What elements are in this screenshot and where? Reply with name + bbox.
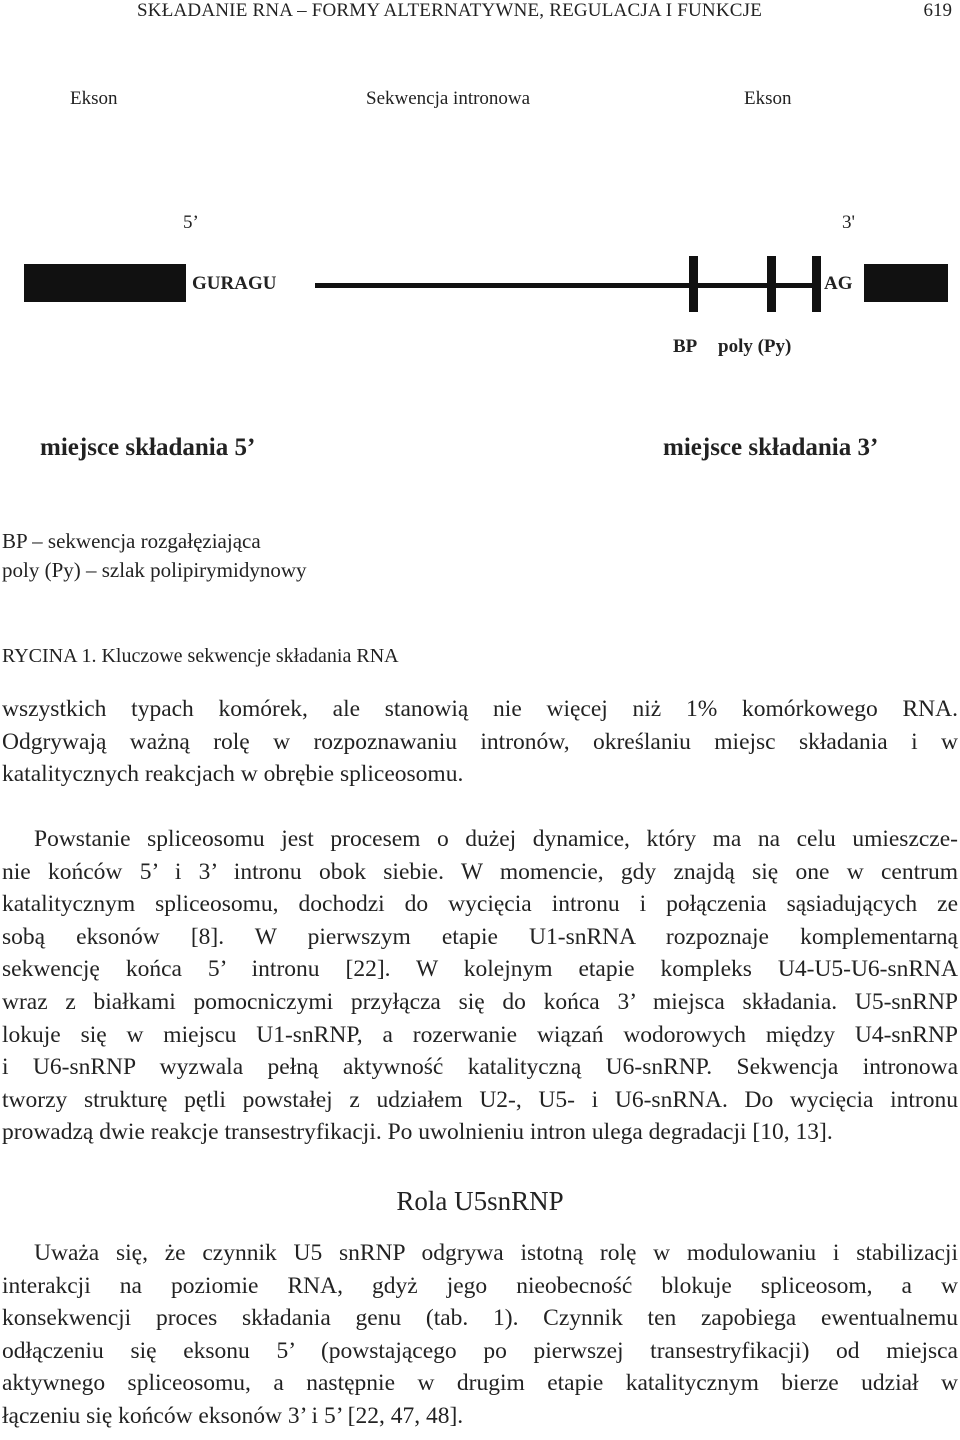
text-line: konsekwencji proces składania genu (tab. 1). Czynnik ten zapobiega ewentualnemu	[2, 1305, 958, 1332]
text-line: katalitycznym spliceosomu, dochodzi do wycięcia intronu i połączenia sąsiadujących ze	[2, 891, 958, 918]
label-bp: BP	[673, 336, 698, 357]
label-intron: Sekwencja intronowa	[366, 88, 531, 109]
figure-caption: RYCINA 1. Kluczowe sekwencje składania RNA	[2, 645, 399, 667]
text-line: Powstanie spliceosomu jest procesem o dużej dynamice, który ma na celu umieszcze-	[34, 826, 958, 852]
legend-item-poly-py: poly (Py) – szlak polipirymidynowy	[2, 558, 307, 582]
text-line: i U6-snRNP wyzwala pełną aktywność katalityczną U6-snRNP. Sekwencja intronowa	[2, 1054, 958, 1081]
label-poly-py: poly (Py)	[718, 336, 792, 357]
paragraph-u5snrnp	[2, 1237, 958, 1433]
label-site-3: miejsce składania 3’	[663, 434, 879, 461]
paragraph-snrna-role	[2, 693, 958, 791]
text-line: Odgrywają ważną rolę w rozpoznawaniu intronów, określaniu miejsc składania i w	[2, 728, 958, 755]
intron-line	[315, 283, 821, 288]
text-line: łączeniu się końców eksonów 3’ i 5’ [22, 47, 48].	[2, 1402, 464, 1429]
text-line: lokuje się w miejscu U1-snRNP, a rozerwanie wiązań wodorowych między U4-snRNP	[2, 1021, 958, 1048]
exon-left-block	[24, 264, 186, 302]
poly-py-tick-start	[767, 256, 776, 312]
branch-point-tick	[689, 256, 698, 312]
text-line: Uważa się, że czynnik U5 snRNP odgrywa istotną rolę w modulowaniu i stabilizacji	[34, 1240, 958, 1266]
legend-item-bp: BP – sekwencja rozgałęziająca	[2, 529, 261, 553]
running-header: SKŁADANIE RNA – FORMY ALTERNATYWNE, REGULACJA I FUNKCJE	[137, 0, 763, 21]
paragraph-spliceosome-formation	[2, 823, 958, 1149]
figure-legend	[2, 527, 306, 585]
text-line: tworzy strukturę pętli powstałej z udziałem U2-, U5- i U6-snRNA. Do wycięcia intronu	[2, 1086, 958, 1113]
text-line: nie końców 5’ i 3’ intronu obok siebie. W momencie, gdy znajdą się one w centrum	[2, 858, 958, 885]
label-exon-left: Ekson	[70, 88, 118, 109]
seq-5-splice-site: GURAGU	[192, 273, 277, 294]
label-3prime: 3'	[842, 212, 855, 233]
poly-py-tick-end	[812, 256, 821, 312]
label-exon-right: Ekson	[744, 88, 792, 109]
label-5prime: 5’	[183, 212, 199, 233]
text-line: sekwencję końca 5’ intronu [22]. W kolejnym etapie kompleks U4-U5-U6-snRNA	[2, 956, 958, 983]
page-number: 619	[923, 0, 952, 21]
text-line: wraz z białkami pomocniczymi przyłącza się do końca 3’ miejsca składania. U5-snRNP	[2, 988, 958, 1015]
text-line: katalitycznych reakcjach w obrębie spliceosomu.	[2, 761, 464, 788]
text-line: wszystkich typach komórek, ale stanowią nie więcej niż 1% komórkowego RNA.	[2, 696, 958, 722]
seq-3-splice-site: AG	[824, 273, 853, 294]
section-title: Rola U5snRNP	[396, 1186, 564, 1216]
text-line: sobą eksonów [8]. W pierwszym etapie U1-snRNA rozpoznaje komplementarną	[2, 923, 958, 950]
exon-right-block	[864, 264, 948, 302]
label-site-5: miejsce składania 5’	[40, 434, 256, 461]
text-line: aktywnego spliceosomu, a następnie w drugim etapie katalitycznym bierze udział w	[2, 1370, 958, 1397]
text-line: prowadzą dwie reakcje transestryfikacji. Po uwolnieniu intron ulega degradacji [10, 13].	[2, 1119, 833, 1146]
text-line: interakcji na poziomie RNA, gdyż jego nieobecność blokuje spliceosom, a w	[2, 1272, 958, 1299]
text-line: odłączeniu się eksonu 5’ (powstającego po pierwszej transestryfikacji) od miejsca	[2, 1337, 958, 1364]
